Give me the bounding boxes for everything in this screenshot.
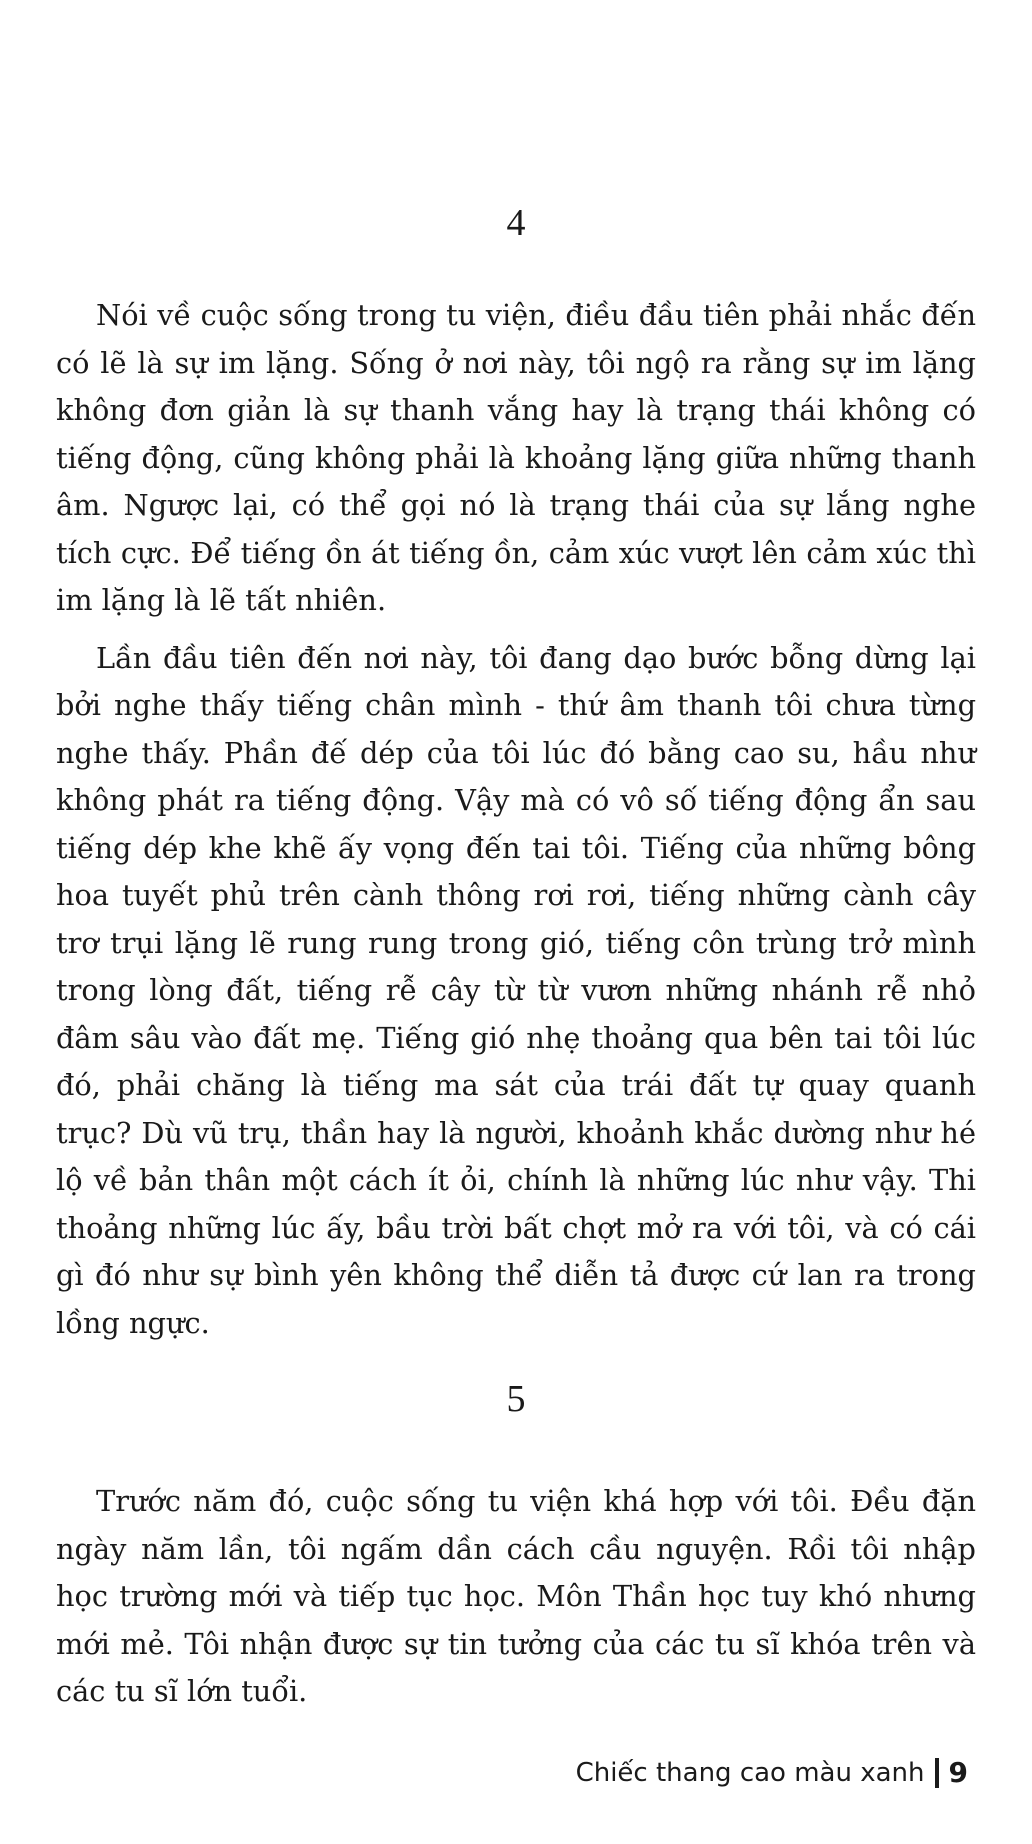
paragraph: Nói về cuộc sống trong tu viện, điều đầu tiên phải nhắc đến có lẽ là sự im lặng. Sống ở nơi này, tôi ngộ ra rằng sự im lặng không đơn giản là sự thanh vắng hay là trạng thái không có tiếng động, cũng không phải là khoảng lặng giữa những thanh âm. Ngược lại, có thể gọi nó là trạng thái của sự lắng nghe tích cực. Để tiếng ồn át tiếng ồn, cảm xúc vượt lên cảm xúc thì im lặng là lẽ tất nhiên. (56, 298, 976, 617)
section-number-5: 5 (506, 1378, 526, 1420)
section-number-4: 4 (506, 202, 526, 244)
running-title: Chiếc thang cao màu xanh (575, 1758, 925, 1788)
section-4-body (56, 292, 976, 1347)
footer-divider (935, 1758, 939, 1788)
page-number: 9 (948, 1756, 968, 1789)
page-footer (576, 1758, 968, 1788)
paragraph: Lần đầu tiên đến nơi này, tôi đang dạo bước bỗng dừng lại bởi nghe thấy tiếng chân mình - thứ âm thanh tôi chưa từng nghe thấy. Phần đế dép của tôi lúc đó bằng cao su, hầu như không phát ra tiếng động. Vậy mà có vô số tiếng động ẩn sau tiếng dép khe khẽ ấy vọng đến tai tôi. Tiếng của những bông hoa tuyết phủ trên cành thông rơi rơi, tiếng những cành cây trơ trụi lặng lẽ rung rung trong gió, tiếng côn trùng trở mình trong lòng đất, tiếng rễ cây từ từ vươn những nhánh rễ nhỏ đâm sâu vào đất mẹ. Tiếng gió nhẹ thoảng qua bên tai tôi lúc đó, phải chăng là tiếng ma sát của trái đất tự quay quanh trục? Dù vũ trụ, thần hay là người, khoảnh khắc dường như hé lộ về bản thân một cách ít ỏi, chính là những lúc như vậy. Thi thoảng những lúc ấy, bầu trời bất chợt mở ra với tôi, và có cái gì đó như sự bình yên không thể diễn tả được cứ lan ra trong lồng ngực. (56, 640, 976, 1340)
section-5-body (56, 1478, 976, 1716)
paragraph: Trước năm đó, cuộc sống tu viện khá hợp với tôi. Đều đặn ngày năm lần, tôi ngấm dần cách cầu nguyện. Rồi tôi nhập học trường mới và tiếp tục học. Môn Thần học tuy khó nhưng mới mẻ. Tôi nhận được sự tin tưởng của các tu sĩ khóa trên và các tu sĩ lớn tuổi. (56, 1484, 976, 1708)
